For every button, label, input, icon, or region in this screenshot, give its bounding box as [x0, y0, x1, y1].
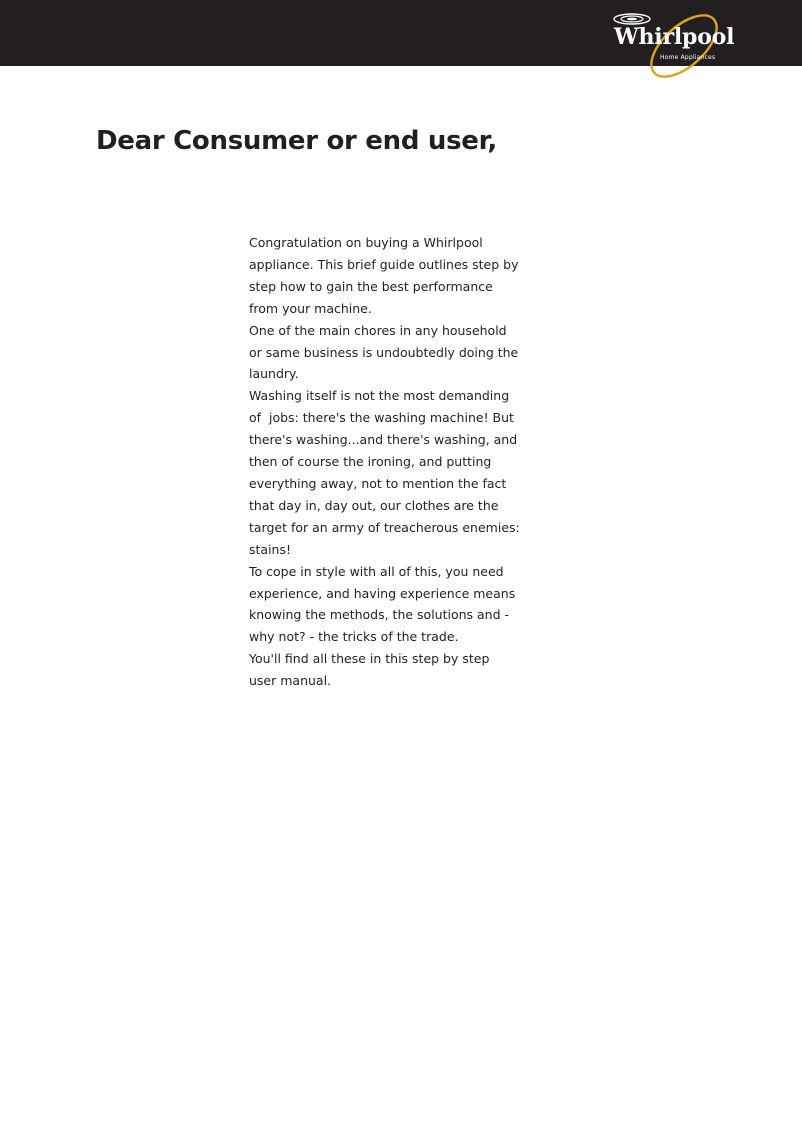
body-text-line: experience, and having experience means [249, 585, 516, 601]
brand-name: Whirlpool [614, 24, 735, 50]
body-text-line: target for an army of treacherous enemies: [249, 519, 520, 535]
body-text-line: Washing itself is not the most demanding [249, 388, 510, 404]
page-title: Dear Consumer or end user, [96, 126, 497, 156]
body-text-line: To cope in style with all of this, you need [249, 563, 504, 579]
body-text-line: user manual. [249, 673, 332, 689]
body-text-line: step how to gain the best performance [249, 278, 493, 294]
body-text-line: everything away, not to mention the fact [249, 475, 507, 491]
body-text-line: of jobs: there's the washing machine! But [249, 410, 514, 426]
body-text-line: there's washing...and there's washing, and [249, 432, 518, 448]
body-text-line: You'll find all these in this step by step [249, 651, 490, 667]
body-text-line: that day in, day out, our clothes are the [249, 497, 499, 513]
body-text-line: why not? - the tricks of the trade. [249, 629, 459, 645]
whirlpool-logo [598, 10, 738, 84]
body-text-line: knowing the methods, the solutions and - [249, 607, 510, 623]
body-text-line: then of course the ironing, and putting [249, 454, 492, 470]
body-text-line: One of the main chores in any household [249, 322, 507, 338]
body-text-line: or same business is undoubtedly doing the [249, 344, 519, 360]
body-text-line: laundry. [249, 366, 299, 382]
body-text-line: from your machine. [249, 300, 372, 316]
intro-paragraph [249, 232, 539, 692]
body-text-line: appliance. This brief guide outlines step by [249, 256, 519, 272]
body-text-line: Congratulation on buying a Whirlpool [249, 235, 483, 250]
body-text-line: stains! [249, 541, 291, 557]
brand-tagline: Home Appliances [660, 54, 716, 61]
